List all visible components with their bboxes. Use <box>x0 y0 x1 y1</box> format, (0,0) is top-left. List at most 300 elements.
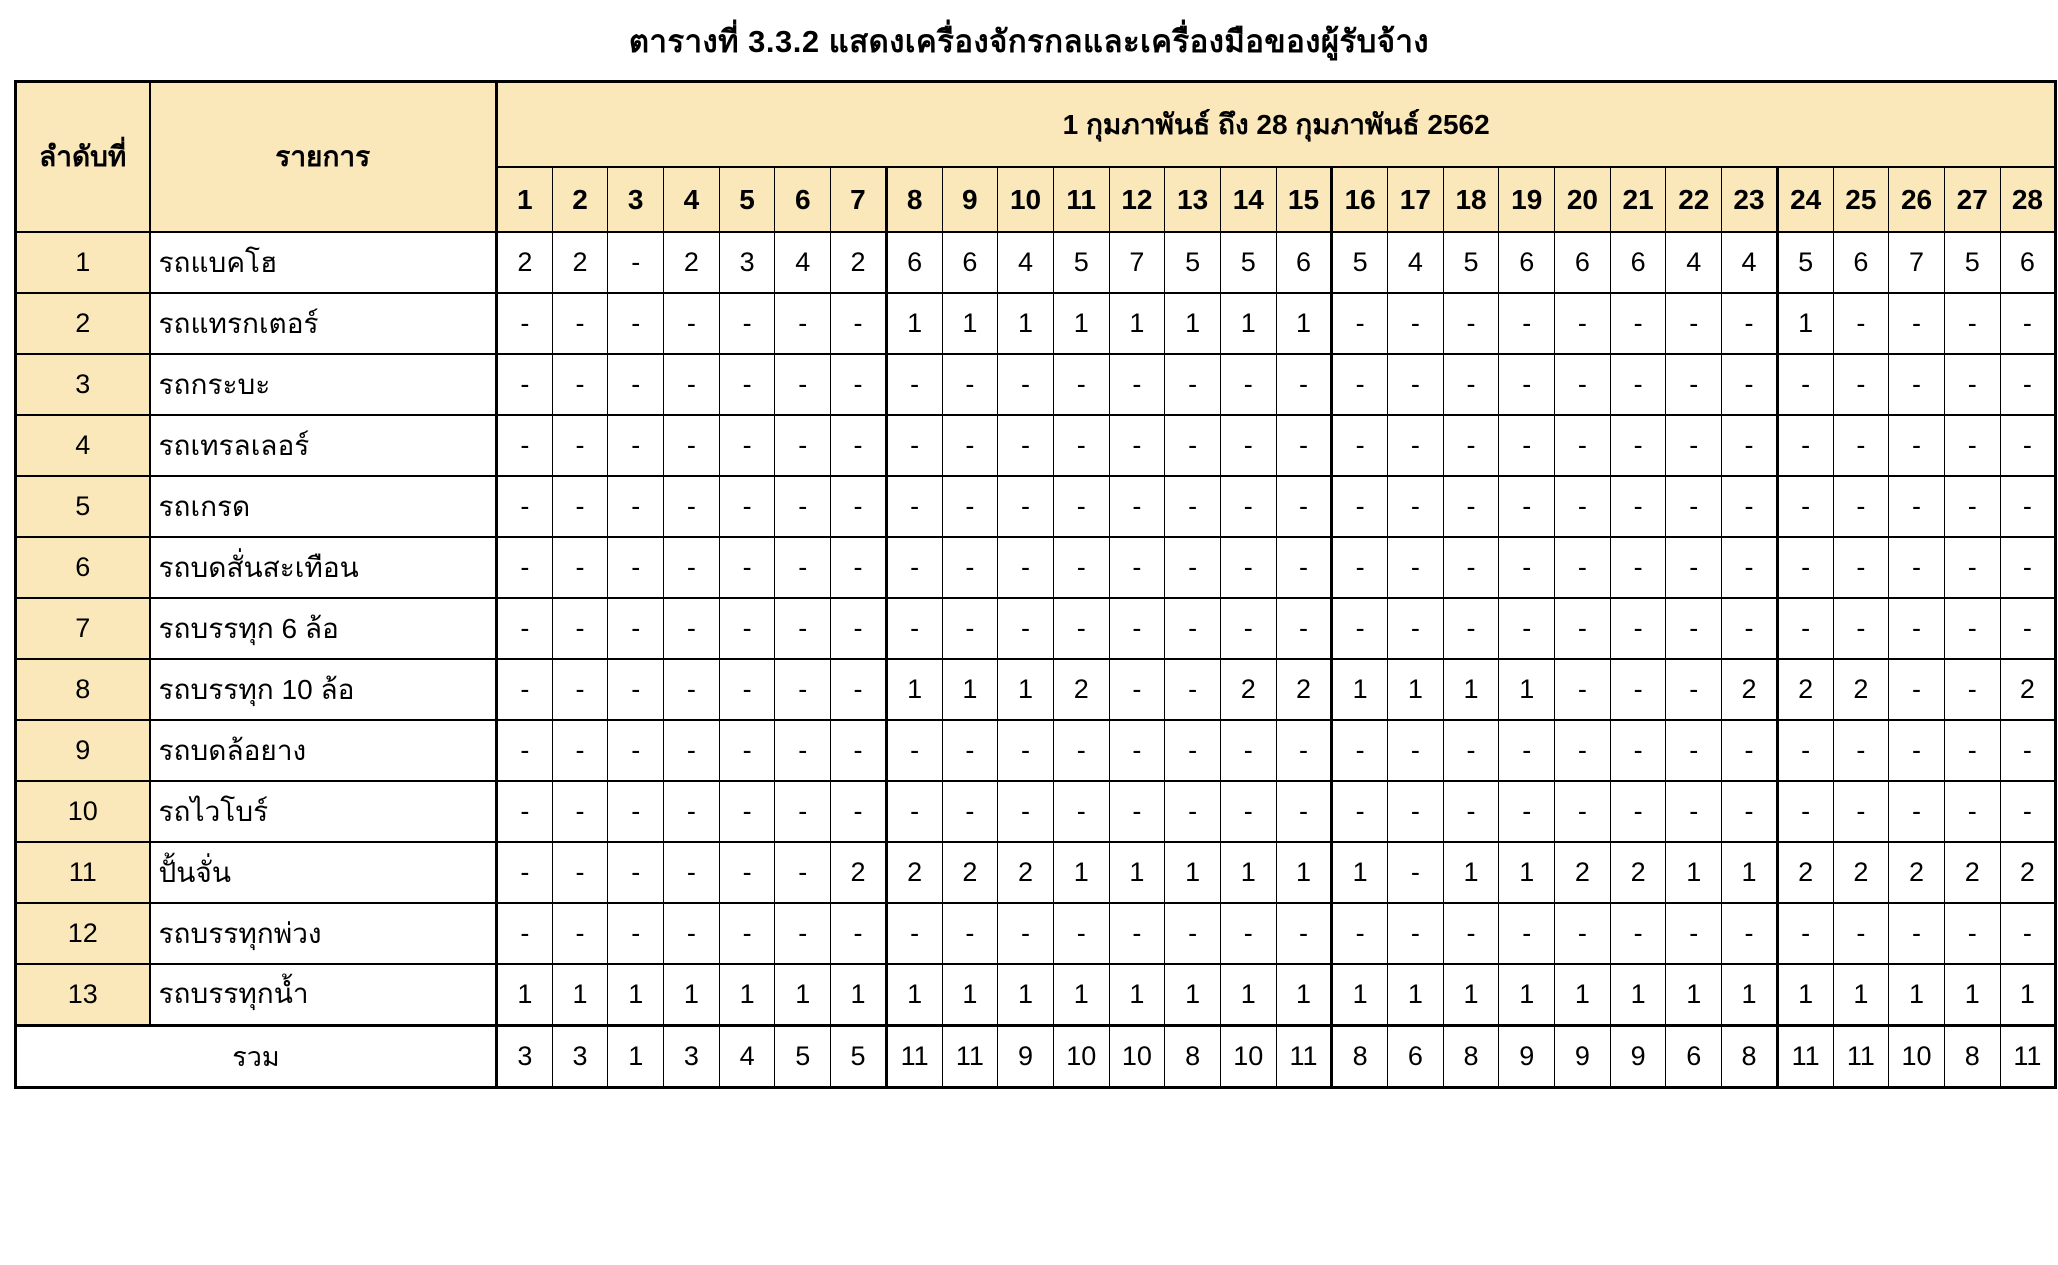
value-cell: - <box>886 781 942 842</box>
value-cell: - <box>497 354 553 415</box>
total-value-cell: 9 <box>1555 1025 1611 1087</box>
value-cell: - <box>2000 354 2056 415</box>
value-cell: - <box>1276 598 1332 659</box>
value-cell: - <box>608 598 664 659</box>
value-cell: - <box>1276 476 1332 537</box>
value-cell: - <box>1722 781 1778 842</box>
value-cell: - <box>1944 781 2000 842</box>
value-cell: - <box>552 415 608 476</box>
total-value-cell: 5 <box>831 1025 887 1087</box>
item-name-cell: รถบดล้อยาง <box>150 720 497 781</box>
value-cell: - <box>775 720 831 781</box>
value-cell: - <box>1555 415 1611 476</box>
value-cell: - <box>1555 293 1611 354</box>
value-cell: - <box>552 537 608 598</box>
table-row <box>16 781 2056 842</box>
value-cell: - <box>1388 842 1444 903</box>
row-number-cell: 5 <box>16 476 150 537</box>
total-value-cell: 9 <box>998 1025 1054 1087</box>
total-value-cell: 6 <box>1666 1025 1722 1087</box>
value-cell: 1 <box>1889 964 1945 1025</box>
value-cell: - <box>1889 720 1945 781</box>
value-cell: - <box>664 293 720 354</box>
value-cell: - <box>942 720 998 781</box>
value-cell: - <box>998 415 1054 476</box>
value-cell: - <box>1610 659 1666 720</box>
value-cell: 5 <box>1165 232 1221 293</box>
value-cell: - <box>1165 598 1221 659</box>
value-cell: 6 <box>1610 232 1666 293</box>
value-cell: - <box>775 537 831 598</box>
value-cell: - <box>831 781 887 842</box>
value-cell: - <box>1109 537 1165 598</box>
value-cell: - <box>942 476 998 537</box>
total-value-cell: 1 <box>608 1025 664 1087</box>
value-cell: - <box>1610 415 1666 476</box>
day-header-28: 28 <box>2000 167 2056 232</box>
value-cell: - <box>831 659 887 720</box>
value-cell: 1 <box>1053 293 1109 354</box>
value-cell: - <box>998 354 1054 415</box>
item-name-cell: รถบรรทุก 6 ล้อ <box>150 598 497 659</box>
value-cell: - <box>1610 537 1666 598</box>
value-cell: - <box>552 781 608 842</box>
value-cell: - <box>1889 476 1945 537</box>
value-cell: 5 <box>1944 232 2000 293</box>
day-header-22: 22 <box>1666 167 1722 232</box>
day-header-15: 15 <box>1276 167 1332 232</box>
value-cell: 1 <box>886 964 942 1025</box>
value-cell: 1 <box>1165 842 1221 903</box>
value-cell: - <box>1499 354 1555 415</box>
total-value-cell: 11 <box>1833 1025 1889 1087</box>
value-cell: 2 <box>1053 659 1109 720</box>
total-value-cell: 11 <box>942 1025 998 1087</box>
value-cell: - <box>1944 720 2000 781</box>
value-cell: 2 <box>1777 659 1833 720</box>
value-cell: - <box>719 293 775 354</box>
value-cell: - <box>775 842 831 903</box>
value-cell: - <box>552 842 608 903</box>
value-cell: - <box>1610 293 1666 354</box>
value-cell: - <box>1777 903 1833 964</box>
table-row <box>16 903 2056 964</box>
value-cell: 1 <box>1053 964 1109 1025</box>
row-number-cell: 11 <box>16 842 150 903</box>
value-cell: - <box>1666 659 1722 720</box>
value-cell: - <box>1944 293 2000 354</box>
total-value-cell: 11 <box>886 1025 942 1087</box>
value-cell: - <box>664 415 720 476</box>
value-cell: 1 <box>1276 293 1332 354</box>
value-cell: - <box>775 903 831 964</box>
value-cell: - <box>998 598 1054 659</box>
value-cell: - <box>1666 537 1722 598</box>
row-number-cell: 7 <box>16 598 150 659</box>
total-label: รวม <box>16 1025 497 1087</box>
value-cell: - <box>1332 476 1388 537</box>
value-cell: - <box>831 537 887 598</box>
page-title: ตารางที่ 3.3.2 แสดงเครื่องจักรกลและเครื่องมือของผู้รับจ้าง <box>628 24 1430 59</box>
value-cell: 6 <box>886 232 942 293</box>
period-header: 1 กุมภาพันธ์ ถึง 28 กุมภาพันธ์ 2562 <box>497 82 2056 168</box>
value-cell: - <box>1220 598 1276 659</box>
day-header-18: 18 <box>1443 167 1499 232</box>
value-cell: - <box>1722 598 1778 659</box>
value-cell: - <box>1165 720 1221 781</box>
value-cell: - <box>1777 476 1833 537</box>
value-cell: - <box>831 598 887 659</box>
value-cell: - <box>942 598 998 659</box>
value-cell: 2 <box>831 842 887 903</box>
value-cell: - <box>552 903 608 964</box>
value-cell: - <box>886 598 942 659</box>
table-row <box>16 720 2056 781</box>
day-header-19: 19 <box>1499 167 1555 232</box>
value-cell: - <box>664 903 720 964</box>
value-cell: 1 <box>1109 964 1165 1025</box>
value-cell: - <box>886 903 942 964</box>
value-cell: - <box>1388 903 1444 964</box>
value-cell: - <box>608 537 664 598</box>
value-cell: 2 <box>942 842 998 903</box>
value-cell: - <box>608 781 664 842</box>
value-cell: - <box>831 354 887 415</box>
value-cell: - <box>775 476 831 537</box>
day-header-27: 27 <box>1944 167 2000 232</box>
value-cell: 1 <box>775 964 831 1025</box>
value-cell: 5 <box>1332 232 1388 293</box>
row-number-cell: 6 <box>16 537 150 598</box>
value-cell: 1 <box>1610 964 1666 1025</box>
value-cell: - <box>1499 415 1555 476</box>
value-cell: - <box>1889 537 1945 598</box>
value-cell: - <box>1777 598 1833 659</box>
value-cell: - <box>1443 720 1499 781</box>
value-cell: 1 <box>831 964 887 1025</box>
value-cell: 1 <box>1220 964 1276 1025</box>
value-cell: - <box>1276 354 1332 415</box>
value-cell: 2 <box>2000 659 2056 720</box>
value-cell: - <box>1276 415 1332 476</box>
value-cell: - <box>1332 720 1388 781</box>
value-cell: - <box>1388 354 1444 415</box>
value-cell: 1 <box>1332 964 1388 1025</box>
value-cell: - <box>497 415 553 476</box>
value-cell: - <box>1889 354 1945 415</box>
value-cell: 2 <box>1777 842 1833 903</box>
value-cell: - <box>552 476 608 537</box>
value-cell: - <box>1666 781 1722 842</box>
total-value-cell: 3 <box>552 1025 608 1087</box>
value-cell: 1 <box>1165 293 1221 354</box>
value-cell: - <box>1165 354 1221 415</box>
value-cell: 1 <box>497 964 553 1025</box>
row-number-cell: 1 <box>16 232 150 293</box>
value-cell: 1 <box>1666 964 1722 1025</box>
value-cell: - <box>775 781 831 842</box>
value-cell: - <box>1165 476 1221 537</box>
value-cell: 1 <box>886 659 942 720</box>
value-cell: - <box>497 659 553 720</box>
value-cell: 1 <box>1443 964 1499 1025</box>
total-value-cell: 9 <box>1499 1025 1555 1087</box>
value-cell: - <box>998 781 1054 842</box>
value-cell: 4 <box>998 232 1054 293</box>
value-cell: - <box>1833 781 1889 842</box>
value-cell: - <box>1388 781 1444 842</box>
value-cell: - <box>2000 537 2056 598</box>
value-cell: 1 <box>664 964 720 1025</box>
item-name-cell: รถบรรทุกพ่วง <box>150 903 497 964</box>
value-cell: - <box>1332 537 1388 598</box>
value-cell: - <box>1220 476 1276 537</box>
value-cell: - <box>831 720 887 781</box>
value-cell: - <box>719 476 775 537</box>
value-cell: - <box>1053 476 1109 537</box>
total-value-cell: 8 <box>1944 1025 2000 1087</box>
value-cell: - <box>1332 354 1388 415</box>
day-header-8: 8 <box>886 167 942 232</box>
total-value-cell: 10 <box>1220 1025 1276 1087</box>
value-cell: - <box>1499 476 1555 537</box>
value-cell: - <box>1610 476 1666 537</box>
value-cell: 1 <box>1722 964 1778 1025</box>
total-value-cell: 6 <box>1388 1025 1444 1087</box>
value-cell: 2 <box>497 232 553 293</box>
total-value-cell: 3 <box>497 1025 553 1087</box>
total-value-cell: 8 <box>1443 1025 1499 1087</box>
value-cell: - <box>1777 354 1833 415</box>
value-cell: - <box>1889 659 1945 720</box>
value-cell: 1 <box>1499 964 1555 1025</box>
value-cell: 2 <box>1610 842 1666 903</box>
value-cell: 1 <box>886 293 942 354</box>
value-cell: - <box>1666 354 1722 415</box>
value-cell: - <box>1944 598 2000 659</box>
value-cell: - <box>719 659 775 720</box>
value-cell: - <box>664 476 720 537</box>
value-cell: 1 <box>1666 842 1722 903</box>
table-row <box>16 842 2056 903</box>
value-cell: - <box>1109 781 1165 842</box>
value-cell: 1 <box>1499 659 1555 720</box>
row-number-cell: 12 <box>16 903 150 964</box>
value-cell: 1 <box>1220 842 1276 903</box>
value-cell: - <box>1610 720 1666 781</box>
table-row <box>16 476 2056 537</box>
value-cell: - <box>552 659 608 720</box>
total-value-cell: 11 <box>1276 1025 1332 1087</box>
value-cell: - <box>1165 537 1221 598</box>
day-header-20: 20 <box>1555 167 1611 232</box>
value-cell: - <box>775 293 831 354</box>
value-cell: - <box>1666 476 1722 537</box>
value-cell: 1 <box>1220 293 1276 354</box>
value-cell: - <box>497 842 553 903</box>
item-name-cell: รถบดสั่นสะเทือน <box>150 537 497 598</box>
value-cell: - <box>719 415 775 476</box>
total-value-cell: 4 <box>719 1025 775 1087</box>
day-header-1: 1 <box>497 167 553 232</box>
value-cell: - <box>664 720 720 781</box>
value-cell: - <box>1388 476 1444 537</box>
table-row <box>16 598 2056 659</box>
value-cell: - <box>497 293 553 354</box>
value-cell: 5 <box>1220 232 1276 293</box>
value-cell: - <box>1777 537 1833 598</box>
value-cell: 1 <box>998 293 1054 354</box>
day-header-13: 13 <box>1165 167 1221 232</box>
value-cell: - <box>2000 415 2056 476</box>
item-name-cell: ปั้นจั่น <box>150 842 497 903</box>
item-name-cell: รถเทรลเลอร์ <box>150 415 497 476</box>
value-cell: 1 <box>1944 964 2000 1025</box>
value-cell: 1 <box>1053 842 1109 903</box>
value-cell: - <box>664 842 720 903</box>
value-cell: - <box>886 354 942 415</box>
value-cell: 2 <box>664 232 720 293</box>
value-cell: - <box>1889 903 1945 964</box>
value-cell: 2 <box>2000 842 2056 903</box>
value-cell: - <box>1833 293 1889 354</box>
value-cell: - <box>1165 903 1221 964</box>
value-cell: - <box>608 720 664 781</box>
value-cell: - <box>497 476 553 537</box>
total-value-cell: 3 <box>664 1025 720 1087</box>
item-name-cell: รถกระบะ <box>150 354 497 415</box>
value-cell: - <box>1332 415 1388 476</box>
total-value-cell: 11 <box>1777 1025 1833 1087</box>
value-cell: - <box>1722 415 1778 476</box>
value-cell: - <box>1666 720 1722 781</box>
value-cell: - <box>1443 781 1499 842</box>
table-row <box>16 659 2056 720</box>
total-value-cell: 11 <box>2000 1025 2056 1087</box>
table-row <box>16 964 2056 1025</box>
value-cell: 2 <box>1833 659 1889 720</box>
value-cell: 1 <box>1388 659 1444 720</box>
value-cell: 1 <box>1109 842 1165 903</box>
value-cell: - <box>775 354 831 415</box>
value-cell: - <box>664 781 720 842</box>
value-cell: - <box>1220 537 1276 598</box>
value-cell: 1 <box>942 293 998 354</box>
value-cell: - <box>1833 598 1889 659</box>
value-cell: - <box>1165 781 1221 842</box>
value-cell: 1 <box>719 964 775 1025</box>
value-cell: - <box>1666 415 1722 476</box>
value-cell: - <box>497 537 553 598</box>
value-cell: 1 <box>1388 964 1444 1025</box>
value-cell: - <box>1388 415 1444 476</box>
value-cell: - <box>1165 659 1221 720</box>
value-cell: - <box>1220 781 1276 842</box>
value-cell: 1 <box>1332 842 1388 903</box>
value-cell: 5 <box>1053 232 1109 293</box>
value-cell: - <box>608 476 664 537</box>
value-cell: - <box>719 354 775 415</box>
value-cell: 6 <box>942 232 998 293</box>
value-cell: - <box>1053 781 1109 842</box>
value-cell: - <box>2000 903 2056 964</box>
value-cell: - <box>719 903 775 964</box>
day-header-5: 5 <box>719 167 775 232</box>
value-cell: - <box>1610 354 1666 415</box>
value-cell: 2 <box>1944 842 2000 903</box>
day-header-21: 21 <box>1610 167 1666 232</box>
value-cell: - <box>1555 781 1611 842</box>
value-cell: - <box>1944 354 2000 415</box>
row-number-cell: 4 <box>16 415 150 476</box>
value-cell: - <box>1833 354 1889 415</box>
value-cell: - <box>1499 537 1555 598</box>
value-cell: - <box>719 842 775 903</box>
value-cell: - <box>1944 659 2000 720</box>
value-cell: - <box>664 537 720 598</box>
day-header-14: 14 <box>1220 167 1276 232</box>
value-cell: - <box>1944 415 2000 476</box>
total-value-cell: 10 <box>1053 1025 1109 1087</box>
day-header-23: 23 <box>1722 167 1778 232</box>
value-cell: - <box>1555 354 1611 415</box>
day-header-25: 25 <box>1833 167 1889 232</box>
value-cell: - <box>1053 537 1109 598</box>
value-cell: - <box>2000 476 2056 537</box>
value-cell: - <box>1889 415 1945 476</box>
value-cell: - <box>1220 354 1276 415</box>
row-number-cell: 10 <box>16 781 150 842</box>
value-cell: - <box>1610 903 1666 964</box>
total-value-cell: 8 <box>1165 1025 1221 1087</box>
value-cell: 4 <box>1666 232 1722 293</box>
value-cell: 1 <box>1722 842 1778 903</box>
item-name-cell: รถบรรทุกน้ำ <box>150 964 497 1025</box>
value-cell: 2 <box>552 232 608 293</box>
value-cell: - <box>1555 537 1611 598</box>
value-cell: - <box>608 232 664 293</box>
value-cell: - <box>1722 476 1778 537</box>
value-cell: - <box>831 415 887 476</box>
value-cell: - <box>1443 415 1499 476</box>
value-cell: - <box>1443 903 1499 964</box>
value-cell: - <box>998 476 1054 537</box>
value-cell: - <box>719 537 775 598</box>
value-cell: 1 <box>608 964 664 1025</box>
value-cell: - <box>1332 293 1388 354</box>
value-cell: - <box>998 537 1054 598</box>
day-header-26: 26 <box>1889 167 1945 232</box>
value-cell: 4 <box>1722 232 1778 293</box>
value-cell: 6 <box>1555 232 1611 293</box>
value-cell: 1 <box>1109 293 1165 354</box>
value-cell: - <box>1499 293 1555 354</box>
value-cell: 6 <box>1833 232 1889 293</box>
value-cell: - <box>1053 720 1109 781</box>
value-cell: - <box>719 781 775 842</box>
value-cell: - <box>1332 903 1388 964</box>
value-cell: 6 <box>2000 232 2056 293</box>
table-row <box>16 232 2056 293</box>
value-cell: - <box>1109 720 1165 781</box>
value-cell: - <box>664 354 720 415</box>
value-cell: - <box>1220 903 1276 964</box>
total-value-cell: 8 <box>1332 1025 1388 1087</box>
value-cell: - <box>886 537 942 598</box>
value-cell: - <box>1388 293 1444 354</box>
value-cell: - <box>1053 415 1109 476</box>
value-cell: 2 <box>998 842 1054 903</box>
